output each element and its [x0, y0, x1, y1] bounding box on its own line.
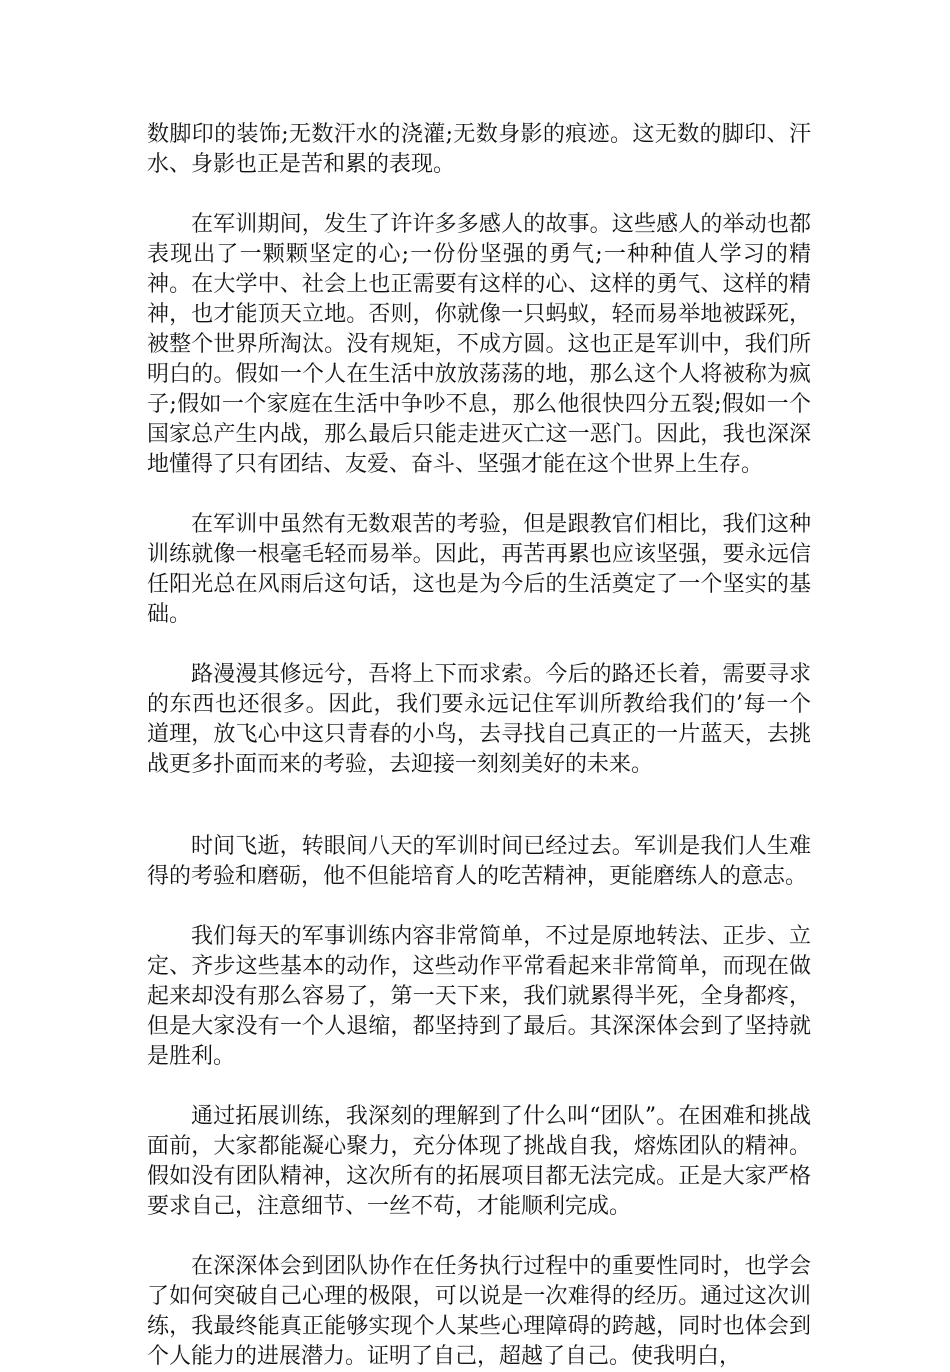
paragraph-long-road: 路漫漫其修远兮，吾将上下而求索。今后的路还长着，需要寻求的东西也还很多。因此，我们要永远记住军训所教给我们的’每一个道理，放飞心中这只青春的小鸟，去寻找自己真正的一片蓝天，去挑战更多扑面而来的考验，去迎接一刻刻美好的未来。: [147, 662, 811, 777]
paragraph-spacer: [147, 1222, 811, 1252]
paragraph-spacer: [147, 180, 811, 210]
paragraph-military-training-stories: 在军训期间，发生了许许多多感人的故事。这些感人的举动也都表现出了一颗颗坚定的心;一份份坚强的勇气;一种种值人学习的精神。在大学中、社会上也正需要有这样的心、这样的勇气、这样的精神，也才能顶天立地。否则，你就像一只蚂蚁，轻而易举地被踩死，被整个世界所淘汰。没有规矩，不成方圆。这也正是军训中，我们所明白的。假如一个人在生活中放放荡荡的地，那么这个人将被称为疯子;假如一个家庭在生活中争吵不息，那么他很快四分五裂;假如一个国家总产生内战，那么最后只能走进灭亡这一恶门。因此，我也深深地懂得了只有团结、友爱、奋斗、坚强才能在这个世界上生存。: [147, 212, 811, 477]
paragraph-team-spirit: 通过拓展训练，我深刻的理解到了什么叫“团队”。在困难和挑战面前，大家都能凝心聚力，充分体现了挑战自我，熔炼团队的精神。假如没有团队精神，这次所有的拓展项目都无法完成。正是大家严格要求自己，注意细节、一丝不苟，才能顺利完成。: [147, 1104, 811, 1219]
paragraph-hardship-trials: 在军训中虽然有无数艰苦的考验，但是跟教官们相比，我们这种训练就像一根毫毛轻而易举。因此，再苦再累也应该坚强，要永远信任阳光总在风雨后这句话，这也是为今后的生活奠定了一个坚实的基础。: [147, 512, 811, 627]
paragraph-continuation: 数脚印的装饰;无数汗水的浇灌;无数身影的痕迹。这无数的脚印、汗水、身影也正是苦和累的表现。: [147, 122, 811, 177]
paragraph-daily-training: 我们每天的军事训练内容非常简单，不过是原地转法、正步、立定、齐步这些基本的动作，这些动作平常看起来非常简单，而现在做起来却没有那么容易了，第一天下来，我们就累得半死，全身都疼，但是大家没有一个人退缩，都坚持到了最后。其深深体会到了坚持就是胜利。: [147, 924, 811, 1069]
paragraph-time-flies: 时间飞逝，转眼间八天的军训时间已经过去。军训是我们人生难得的考验和磨砺，他不但能培育人的吃苦精神，更能磨练人的意志。: [147, 834, 811, 889]
paragraph-spacer: [147, 892, 811, 922]
paragraph-self-breakthrough: 在深深体会到团队协作在任务执行过程中的重要性同时，也学会了如何突破自己心理的极限，可以说是一次难得的经历。通过这次训练，我最终能真正能够实现个人某些心理障碍的跨越，同时也体会到个人能力的进展潜力。证明了自己，超越了自己。使我明白，: [147, 1254, 811, 1369]
section-spacer: [147, 780, 811, 832]
paragraph-spacer: [147, 630, 811, 660]
paragraph-spacer: [147, 1072, 811, 1102]
paragraph-spacer: [147, 480, 811, 510]
document-body: [147, 120, 811, 1372]
